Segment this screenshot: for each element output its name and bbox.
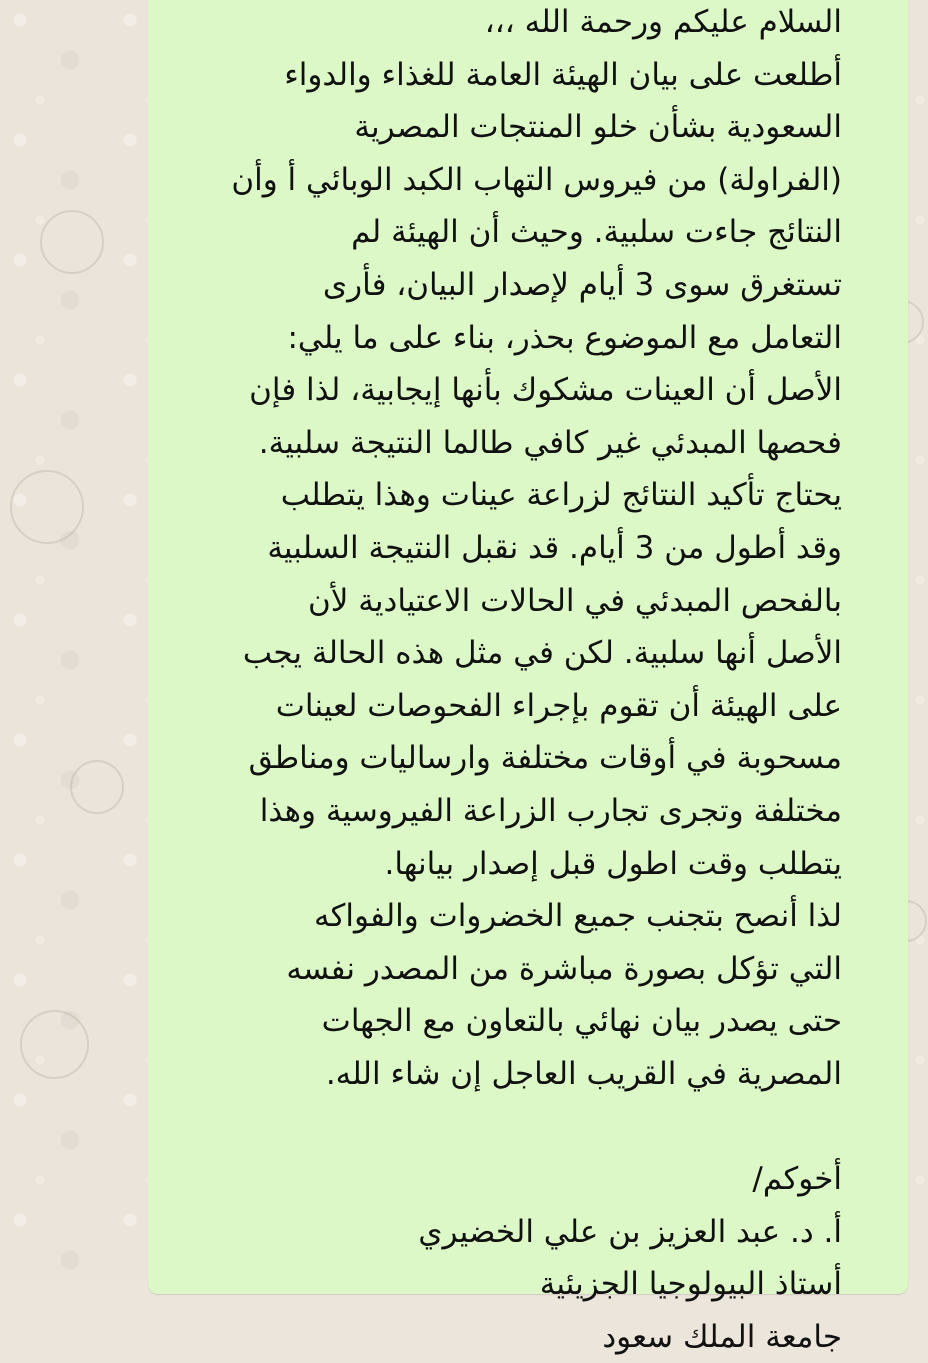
message-line: (الفراولة) من فيروس التهاب الكبد الوبائي أ وأن bbox=[231, 161, 842, 198]
message-line: الأصل أنها سلبية. لكن في مثل هذه الحالة يجب bbox=[242, 635, 842, 672]
signature-title: أستاذ البيولوجيا الجزيئية bbox=[539, 1266, 842, 1303]
wallpaper-doodle-icon bbox=[10, 470, 84, 544]
message-line: التعامل مع الموضوع بحذر، بناء على ما يلي: bbox=[287, 319, 842, 356]
message-line: مختلفة وتجرى تجارب الزراعة الفيروسية وهذا bbox=[259, 792, 842, 829]
message-line: يتطلب وقت اطول قبل إصدار بيانها. bbox=[384, 845, 842, 882]
wallpaper-doodle-icon bbox=[20, 1010, 89, 1079]
signature-greeting: أخوكم/ bbox=[752, 1161, 842, 1198]
message-line: السلام عليكم ورحمة الله ،،، bbox=[484, 4, 842, 40]
message-line: فحصها المبدئي غير كافي طالما النتيجة سلبية. bbox=[258, 424, 842, 461]
wallpaper-doodle-icon bbox=[40, 210, 104, 274]
message-line: يحتاج تأكيد النتائج لزراعة عينات وهذا يتطلب bbox=[280, 477, 842, 514]
message-line: المصرية في القريب العاجل إن شاء الله. bbox=[325, 1055, 842, 1092]
message-line: حتى يصدر بيان نهائي بالتعاون مع الجهات bbox=[321, 1003, 842, 1040]
signature-university: جامعة الملك سعود bbox=[602, 1318, 842, 1355]
message-line: على الهيئة أن تقوم بإجراء الفحوصات لعينات bbox=[275, 687, 842, 724]
message-line: لذا أنصح بتجنب جميع الخضروات والفواكه bbox=[314, 898, 842, 935]
message-line: أطلعت على بيان الهيئة العامة للغذاء والدواء bbox=[284, 56, 842, 93]
message-line: الأصل أن العينات مشكوك بأنها إيجابية، لذا فإن bbox=[249, 372, 842, 409]
message-bubble[interactable] bbox=[148, 0, 908, 1355]
blank-line bbox=[142, 1100, 842, 1153]
message-line: وقد أطول من 3 أيام. قد نقبل النتيجة السلبية bbox=[267, 529, 842, 566]
message-line: بالفحص المبدئي في الحالات الاعتيادية لأن bbox=[307, 582, 842, 619]
wallpaper-doodle-icon bbox=[70, 760, 124, 814]
message-line: مسحوبة في أوقات مختلفة وارساليات ومناطق bbox=[248, 740, 842, 777]
message-line: النتائج جاءت سلبية. وحيث أن الهيئة لم bbox=[351, 214, 842, 251]
message-text bbox=[142, 0, 842, 1363]
message-line: السعودية بشأن خلو المنتجات المصرية bbox=[354, 109, 842, 146]
message-line: التي تؤكل بصورة مباشرة من المصدر نفسه bbox=[286, 950, 842, 987]
message-line: تستغرق سوى 3 أيام لإصدار البيان، فأرى bbox=[322, 266, 842, 303]
signature-name: أ. د. عبد العزيز بن علي الخضيري bbox=[418, 1213, 842, 1250]
